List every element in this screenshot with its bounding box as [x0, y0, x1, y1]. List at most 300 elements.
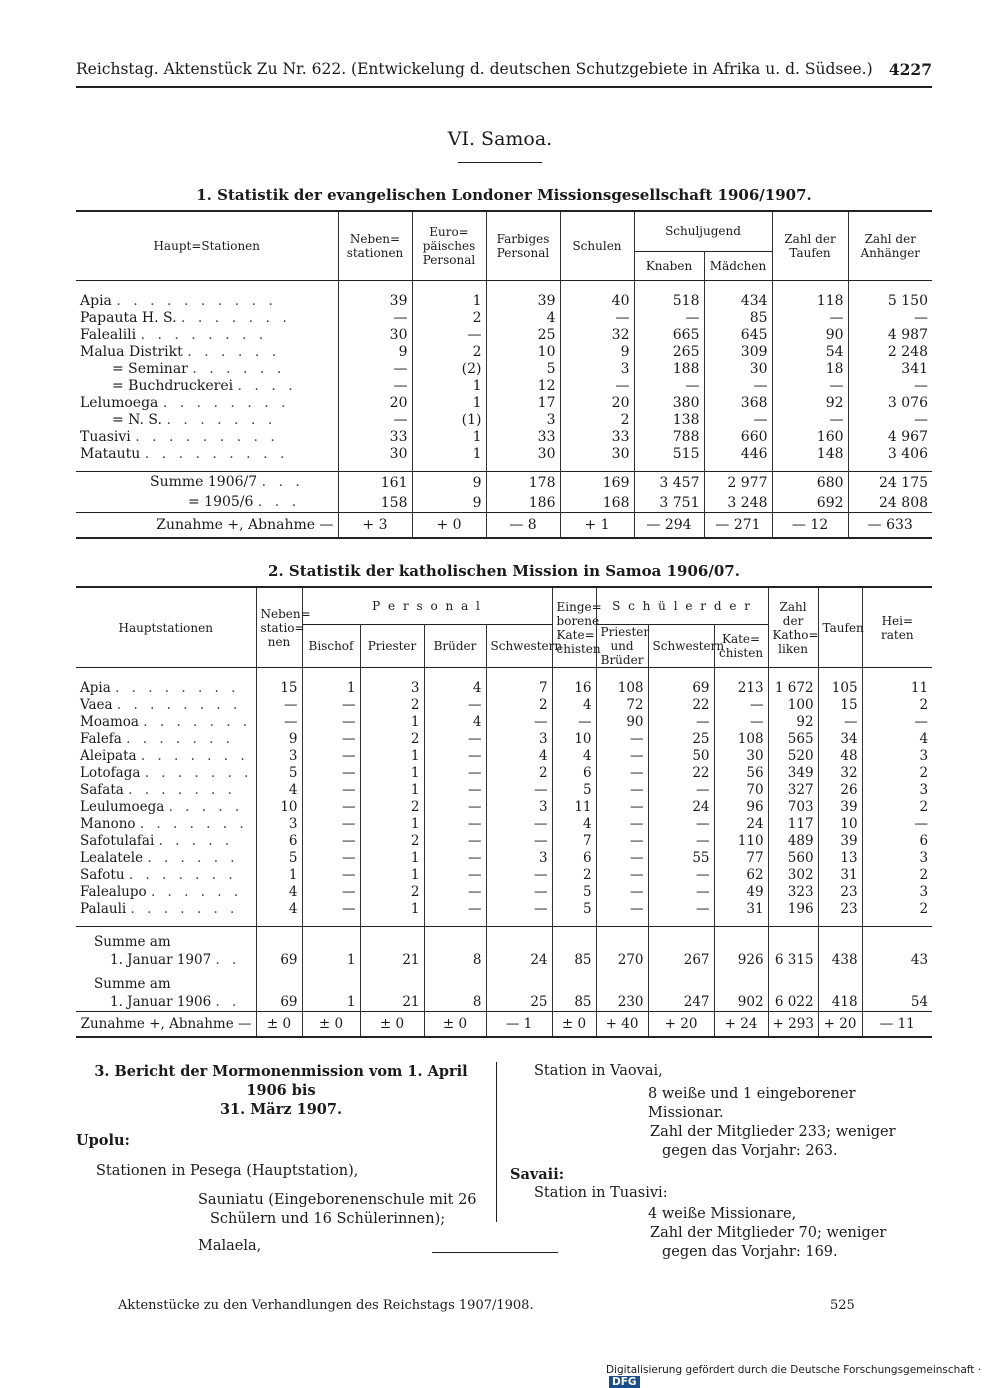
t1-cell: 4 [486, 310, 560, 327]
t2-cell: — [302, 765, 360, 782]
digitization-credit [606, 1364, 1000, 1388]
t2-cell: 4 [552, 816, 596, 833]
t2-cell: 2 [919, 867, 929, 883]
t2-station-2 [76, 714, 256, 731]
t2-sum-cell: 25 [486, 969, 552, 1012]
t2-diff-cell: + 20 [648, 1012, 714, 1038]
t2-cell: 1 [360, 901, 424, 918]
t2-cell: 48 [818, 748, 862, 765]
t2-sum-row [76, 969, 932, 1012]
t2-cell: 9 [256, 731, 302, 748]
t1-cell: 434 [704, 293, 772, 310]
leader-dots: . . . . . . . . . [135, 429, 279, 445]
t1-cell: 645 [704, 327, 772, 344]
t2-cell: 108 [596, 680, 648, 697]
t2-row [76, 867, 932, 884]
t2-cell: — [648, 782, 714, 799]
t1-cell: 5 150 [887, 293, 929, 309]
t2-diff-cell: + 40 [596, 1012, 648, 1038]
leader-dots: . . . . . . . [139, 816, 248, 832]
t1-cell: 30 [704, 361, 772, 378]
leader-dots: . . . . . [168, 799, 244, 815]
t2-cell: — [596, 884, 648, 901]
t1-cell: 54 [772, 344, 848, 361]
header-rule [76, 86, 932, 88]
t1-sum-cell: 158 [338, 492, 412, 513]
sum-label-line1: Summe am [94, 976, 171, 992]
station-name: Falealili [80, 327, 137, 343]
t2-sum-cell: 926 [714, 927, 768, 970]
leader-dots: . . . . . . [147, 850, 239, 866]
t2-row [76, 731, 932, 748]
spacer-cell [714, 918, 768, 927]
t1-cell: 3 406 [887, 446, 929, 462]
table1 [76, 210, 932, 539]
t1-cell: 12 [486, 378, 560, 395]
t1-cell: 2 [412, 344, 486, 361]
t2-cell: 6 [919, 833, 929, 849]
t2-station-9 [76, 833, 256, 850]
station-name: Safotu [80, 867, 125, 883]
t2-cell: 3 [486, 850, 552, 867]
t2-cell: — [486, 833, 552, 850]
spacer-cell [848, 463, 932, 472]
t1-cell: 341 [901, 361, 929, 377]
mormon-savaii: Savaii: [510, 1166, 565, 1183]
t2-cell: — [818, 714, 862, 731]
t2-cell: 7 [552, 833, 596, 850]
spacer-cell [704, 463, 772, 472]
t2-cell: 3 [919, 782, 929, 798]
t1-cell: 33 [560, 429, 634, 446]
spacer-cell [302, 668, 360, 681]
station-name: Matautu [80, 446, 141, 462]
t1-cell: 30 [338, 446, 412, 463]
t1-cell: 2 248 [887, 344, 929, 360]
t1-cell: — [634, 310, 704, 327]
spacer-cell [818, 668, 862, 681]
t2-sum-cell: 85 [552, 927, 596, 970]
t2-cell: 327 [768, 782, 818, 799]
t2-header-schueler: S c h ü l e r d e r [596, 587, 768, 625]
t2-diff-cell: ± 0 [424, 1012, 486, 1038]
t2-sum-cell: 230 [596, 969, 648, 1012]
spacer-cell [302, 918, 360, 927]
station-name: Safotulafai [80, 833, 155, 849]
t2-cell: 92 [768, 714, 818, 731]
station-name: Lealatele [80, 850, 144, 866]
t1-header-anhaenger: Zahl der Anhänger [848, 211, 932, 281]
station-name: Lotofaga [80, 765, 141, 781]
t2-sum-cell: 85 [552, 969, 596, 1012]
t2-cell: — [302, 867, 360, 884]
station-name: Palauli [80, 901, 127, 917]
spacer-cell [596, 918, 648, 927]
t1-cell: 446 [704, 446, 772, 463]
t2-cell: 30 [714, 748, 768, 765]
station-name: Malua Distrikt [80, 344, 183, 360]
t2-cell: 77 [714, 850, 768, 867]
t1-sum-cell: 186 [486, 492, 560, 513]
t2-cell: 2 [360, 833, 424, 850]
spacer-cell [486, 463, 560, 472]
mormon-r8: gegen das Vorjahr: 169. [662, 1244, 838, 1260]
t2-cell: — [596, 833, 648, 850]
t2-cell: — [486, 884, 552, 901]
t1-cell: 30 [486, 446, 560, 463]
t2-sum-cell: 6 315 [768, 927, 818, 970]
t2-cell: — [648, 714, 714, 731]
t2-diff-cell: ± 0 [360, 1012, 424, 1038]
t2-sum-cell: 54 [910, 994, 929, 1010]
mormon-upolu-line1: Stationen in Pesega (Hauptstation), [96, 1163, 359, 1179]
t2-cell: 302 [768, 867, 818, 884]
t2-cell: — [256, 714, 302, 731]
t1-row [76, 310, 932, 327]
t1-cell: 2 [412, 310, 486, 327]
t2-sum-cell: 6 022 [768, 969, 818, 1012]
t2-row [76, 884, 932, 901]
spacer-cell [704, 281, 772, 294]
t2-cell: — [302, 833, 360, 850]
t1-cell: 5 [486, 361, 560, 378]
t2-cell: 24 [648, 799, 714, 816]
leader-dots: . . . . . . . [181, 310, 291, 326]
t1-cell: (1) [412, 412, 486, 429]
t2-header-s-priester: Priester und Brüder [596, 625, 648, 668]
t1-cell: 265 [634, 344, 704, 361]
leader-dots: . . . . . . . [144, 765, 253, 781]
t2-header-s-schwestern: Schwestern [648, 625, 714, 668]
t1-row [76, 293, 932, 310]
t2-cell: — [302, 816, 360, 833]
t2-row [76, 680, 932, 697]
mormon-r6: 4 weiße Missionare, [648, 1206, 797, 1222]
t2-cell: 15 [818, 697, 862, 714]
station-name: Lelumoega [80, 395, 159, 411]
t2-cell: — [648, 816, 714, 833]
t2-cell: — [424, 799, 486, 816]
t1-station-7 [76, 412, 338, 429]
mormon-title-1: 3. Bericht der Mormonenmission vom 1. April 1906 bis [94, 1063, 468, 1099]
t2-header-s-katechisten: Kate= chisten [714, 625, 768, 668]
t2-cell: 34 [818, 731, 862, 748]
mormon-r4: gegen das Vorjahr: 263. [662, 1143, 838, 1159]
t2-header-bischof: Bischof [302, 625, 360, 668]
t2-cell: 3 [919, 850, 929, 866]
t1-cell: — [914, 378, 929, 394]
t1-row [76, 361, 932, 378]
leader-dots: . . [215, 952, 241, 968]
t2-cell: 4 [486, 748, 552, 765]
t1-cell: — [772, 378, 848, 395]
t1-cell: 3 076 [887, 395, 929, 411]
t2-cell: — [596, 731, 648, 748]
t2-cell: 24 [714, 816, 768, 833]
t2-header-schwestern: Schwestern [486, 625, 552, 668]
t2-sum-cell: 21 [360, 927, 424, 970]
leader-dots: . . . . . . . . [115, 680, 240, 696]
t2-cell: 23 [818, 884, 862, 901]
sum-label-date: 1. Januar 1907 [110, 952, 212, 968]
t2-station-1 [76, 697, 256, 714]
spacer-cell [552, 918, 596, 927]
t1-diff-label: Zunahme +, Abnahme — [76, 513, 338, 539]
t1-cell: 160 [772, 429, 848, 446]
spacer-cell [486, 668, 552, 681]
leader-dots: . . . . [237, 378, 297, 394]
t2-cell: 1 [360, 867, 424, 884]
t2-cell: — [424, 697, 486, 714]
t2-cell: — [302, 782, 360, 799]
t1-header-farbig: Farbiges Personal [486, 211, 560, 281]
spacer-cell [412, 463, 486, 472]
t2-cell: 62 [714, 867, 768, 884]
t2-cell: 196 [768, 901, 818, 918]
t2-cell: — [648, 884, 714, 901]
t2-cell: 3 [919, 884, 929, 900]
t1-station-3 [76, 344, 338, 361]
t2-cell: 6 [552, 850, 596, 867]
leader-dots: . . . . . [158, 833, 234, 849]
t2-sum-cell: 270 [596, 927, 648, 970]
t2-cell: — [302, 714, 360, 731]
t2-cell: 4 [424, 680, 486, 697]
station-name: = N. S. [112, 412, 162, 428]
t2-sum-cell: 21 [360, 969, 424, 1012]
t2-cell: — [424, 833, 486, 850]
table2 [76, 586, 932, 1038]
t1-cell: 3 [486, 412, 560, 429]
t2-cell: — [424, 884, 486, 901]
t1-cell: — [914, 310, 929, 326]
t2-station-6 [76, 782, 256, 799]
t1-cell: 1 [412, 395, 486, 412]
t1-cell: 518 [634, 293, 704, 310]
t2-cell: — [714, 714, 768, 731]
t2-cell: 90 [596, 714, 648, 731]
spacer-cell [338, 463, 412, 472]
t2-cell: — [486, 782, 552, 799]
spacer-cell [648, 918, 714, 927]
t2-row [76, 799, 932, 816]
mormon-upolu-line3: Schülern und 16 Schülerinnen); [210, 1211, 446, 1227]
t1-cell: 20 [338, 395, 412, 412]
t1-sum-cell: 3 457 [634, 472, 704, 493]
t2-cell: 2 [919, 697, 929, 713]
leader-dots: . . . . . . . . [162, 395, 290, 411]
t2-cell: 49 [714, 884, 768, 901]
t2-cell: — [486, 816, 552, 833]
t1-cell: 85 [704, 310, 772, 327]
t2-cell: 72 [596, 697, 648, 714]
t1-spacer [76, 463, 932, 472]
t2-header-priester: Priester [360, 625, 424, 668]
t2-cell: 3 [486, 799, 552, 816]
t1-cell: 10 [486, 344, 560, 361]
t2-cell: 7 [486, 680, 552, 697]
t2-cell: 6 [256, 833, 302, 850]
t2-sum-cell: 69 [256, 927, 302, 970]
t2-diff-cell: ± 0 [552, 1012, 596, 1038]
t1-station-0 [76, 293, 338, 310]
t2-cell: 3 [486, 731, 552, 748]
t2-station-8 [76, 816, 256, 833]
t2-cell: 23 [818, 901, 862, 918]
mormon-r7: Zahl der Mitglieder 70; weniger [650, 1225, 887, 1241]
station-name: Vaea [80, 697, 113, 713]
t1-cell: 380 [634, 395, 704, 412]
t2-sum-cell: 418 [818, 969, 862, 1012]
t2-cell: — [424, 765, 486, 782]
t2-cell: 1 [302, 680, 360, 697]
t2-cell: 6 [552, 765, 596, 782]
t2-cell: 2 [360, 731, 424, 748]
t2-cell: 11 [552, 799, 596, 816]
mormon-upolu: Upolu: [76, 1132, 130, 1149]
t2-cell: — [648, 833, 714, 850]
t2-cell: — [424, 748, 486, 765]
spacer-cell [768, 918, 818, 927]
t1-cell: 148 [772, 446, 848, 463]
t1-cell: 9 [560, 344, 634, 361]
t1-cell: — [338, 378, 412, 395]
t1-cell: 92 [772, 395, 848, 412]
t2-cell: 2 [919, 799, 929, 815]
section-title: VI. Samoa. [447, 128, 553, 150]
leader-dots: . . . . . . . . [140, 327, 268, 343]
t2-cell: 100 [768, 697, 818, 714]
spacer-cell [648, 668, 714, 681]
leader-dots: . . . . . . . [166, 412, 277, 428]
t2-cell: — [714, 697, 768, 714]
spacer-cell [634, 281, 704, 294]
page-number: 4227 [888, 60, 932, 79]
t1-cell: — [914, 412, 929, 428]
t2-sum-cell: 1 [302, 927, 360, 970]
spacer-cell [848, 281, 932, 294]
t1-cell: 20 [560, 395, 634, 412]
t2-cell: 32 [818, 765, 862, 782]
station-name: = Buchdruckerei [112, 378, 234, 394]
t2-cell: 703 [768, 799, 818, 816]
t2-cell: 2 [486, 765, 552, 782]
t2-cell: 213 [714, 680, 768, 697]
t1-cell: 90 [772, 327, 848, 344]
t2-cell: 5 [552, 782, 596, 799]
mormon-upolu-line2: Sauniatu (Eingeborenenschule mit 26 [198, 1192, 477, 1208]
t2-row [76, 901, 932, 918]
t1-cell: — [338, 412, 412, 429]
t1-header-neben: Neben= stationen [338, 211, 412, 281]
t1-sum-cell: 169 [560, 472, 634, 493]
t2-cell: 10 [256, 799, 302, 816]
spacer-cell [772, 463, 848, 472]
t2-sum-cell: 902 [714, 969, 768, 1012]
t1-cell: 39 [486, 293, 560, 310]
t2-sum-cell: 69 [256, 969, 302, 1012]
t2-cell: 1 [256, 867, 302, 884]
t1-row [76, 429, 932, 446]
station-name: Falefa [80, 731, 122, 747]
station-name: Falealupo [80, 884, 147, 900]
t2-row [76, 833, 932, 850]
credit-text: Digitalisierung gefördert durch die Deutsche Forschungsgemeinschaft · [606, 1364, 982, 1376]
t2-diff-cell: ± 0 [302, 1012, 360, 1038]
t2-cell: — [648, 901, 714, 918]
t1-station-5 [76, 378, 338, 395]
leader-dots: . . . . . . . . . [144, 446, 289, 462]
t2-cell: — [302, 799, 360, 816]
mormon-upolu-line4: Malaela, [198, 1238, 262, 1254]
column-divider [496, 1062, 497, 1222]
t2-cell: 13 [818, 850, 862, 867]
t1-cell: 118 [772, 293, 848, 310]
t2-cell: — [424, 867, 486, 884]
t2-cell: 1 [360, 850, 424, 867]
t1-header-schulen: Schulen [560, 211, 634, 281]
t2-sum-cell: 1 [302, 969, 360, 1012]
t2-sum-label [76, 927, 256, 970]
station-name: Leulumoega [80, 799, 165, 815]
t2-cell: 5 [552, 884, 596, 901]
t2-cell: 5 [256, 765, 302, 782]
t1-cell: 515 [634, 446, 704, 463]
t2-cell: 323 [768, 884, 818, 901]
t2-cell: 4 [552, 748, 596, 765]
t2-cell: 22 [648, 765, 714, 782]
t2-cell: — [486, 867, 552, 884]
t2-spacer [76, 668, 932, 681]
t1-row [76, 446, 932, 463]
t2-header-katechisten: Einge= borene Kate= chisten [552, 587, 596, 668]
t2-row [76, 714, 932, 731]
t2-station-5 [76, 765, 256, 782]
t2-cell: 11 [910, 680, 929, 696]
t1-row [76, 412, 932, 429]
station-name: Tuasivi [80, 429, 131, 445]
sum-label-line2 [80, 993, 252, 1011]
spacer-cell [76, 668, 256, 681]
t1-sum-row [76, 492, 932, 513]
t2-cell: 10 [818, 816, 862, 833]
t2-cell: 39 [818, 833, 862, 850]
t1-cell: 9 [338, 344, 412, 361]
t1-cell: 33 [486, 429, 560, 446]
t1-sum-cell: 3 751 [634, 492, 704, 513]
t2-cell: 2 [360, 799, 424, 816]
t1-sum-cell: 168 [560, 492, 634, 513]
t2-cell: 10 [552, 731, 596, 748]
t1-cell: 1 [412, 293, 486, 310]
t1-cell: — [412, 327, 486, 344]
t2-cell: — [914, 714, 929, 730]
t2-diff-cell: + 24 [714, 1012, 768, 1038]
t1-cell: 788 [634, 429, 704, 446]
t2-cell: 349 [768, 765, 818, 782]
leader-dots: . . . . . . [187, 344, 281, 360]
t2-cell: — [648, 867, 714, 884]
dfg-logo: DFG [609, 1376, 640, 1388]
t1-cell: 4 967 [887, 429, 929, 445]
t2-cell: — [302, 731, 360, 748]
t1-cell: 39 [338, 293, 412, 310]
t2-cell: — [424, 731, 486, 748]
t2-cell: 16 [552, 680, 596, 697]
t1-row [76, 344, 932, 361]
t2-cell: 2 [919, 765, 929, 781]
t2-cell: — [302, 850, 360, 867]
